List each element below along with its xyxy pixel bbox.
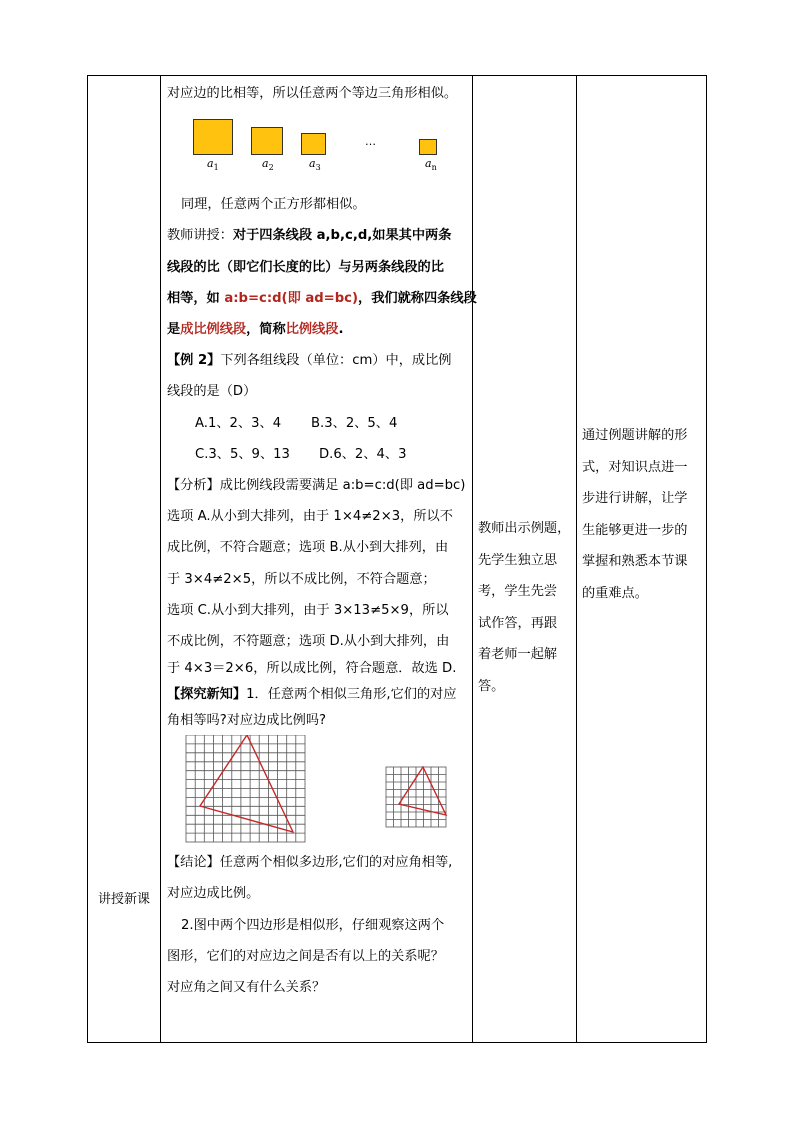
example-line-2: 线段的是（D） [167, 384, 257, 400]
activity-line-2: 先学生独立思 [478, 552, 558, 568]
large-triangle [200, 735, 293, 832]
question2-line-3: 对应角之间又有什么关系？ [167, 980, 326, 996]
question2-line-2: 图形，它们的对应边之间是否有以上的关系呢？ [167, 948, 444, 964]
row-label: 讲授新课 [97, 892, 150, 907]
teacher-line-1: 教师讲授：对于四条线段 a,b,c,d,如果其中两条 [167, 228, 452, 244]
analysis-line-4: 于 3×4≠2×5，所以不成比例，不符合题意； [167, 571, 436, 587]
content-line-1: 对应边的比相等，所以任意两个等边三角形相似。 [167, 86, 458, 101]
label-an: $a_n$ [425, 157, 437, 173]
triangle-grids-figure [167, 733, 467, 845]
example-line-1: 【例 2】下列各组线段（单位：cm）中，成比例 [167, 353, 452, 369]
conclusion-line-2: 对应边成比例。 [167, 886, 260, 902]
activity-line-1: 教师出示例题， [478, 521, 571, 536]
square-a1 [193, 119, 233, 155]
explore-line-2: 角相等吗?对应边成比例吗? [167, 713, 327, 729]
explore-line-1: 【探究新知】1．任意两个相似三角形,它们的对应 [167, 687, 457, 703]
conclusion-line-1: 【结论】任意两个相似多边形,它们的对应角相等, [167, 855, 453, 871]
intent-line-4: 生能够更进一步的 [582, 522, 688, 538]
large-grid [186, 735, 305, 842]
activity-line-3: 考，学生先尝 [478, 584, 558, 599]
teaching-content-cell [167, 78, 477, 1003]
activity-line-6: 答。 [478, 678, 505, 694]
intent-line-2: 式，对知识点进一 [582, 459, 688, 475]
design-intent-cell [582, 420, 702, 609]
column-divider-2 [472, 75, 473, 1043]
intent-line-6: 的重难点。 [582, 585, 648, 601]
activity-line-5: 着老师一起解 [478, 647, 558, 662]
label-a3: $a_3$ [309, 157, 321, 173]
square-a3 [301, 133, 326, 155]
triangle-grids-svg [167, 735, 467, 853]
label-a1: $a_1$ [207, 157, 219, 173]
question2-line-1: 2.图中两个四边形是相似形，仔细观察这两个 [181, 917, 445, 933]
intent-line-1: 通过例题讲解的形 [582, 428, 688, 443]
column-divider-1 [160, 75, 161, 1043]
options-row-2: C.3、5、9、13 D.6、2、4、3 [195, 446, 407, 462]
square-a2 [251, 127, 283, 155]
intent-line-3: 步进行讲解，让学 [582, 491, 688, 506]
teacher-line-4: 是成比例线段，简称比例线段. [167, 322, 344, 338]
label-a2: $a_2$ [262, 157, 274, 173]
teacher-line-3: 相等，如 a:b=c:d(即 ad=bc)，我们就称四条线段 [167, 290, 477, 306]
square-an [419, 139, 437, 155]
squares-figure [167, 109, 467, 189]
teacher-activity-cell [478, 513, 572, 702]
column-divider-3 [576, 75, 577, 1043]
analysis-line-1: 【分析】成比例线段需要满足 a:b=c:d(即 ad=bc) [167, 478, 466, 494]
analysis-line-6: 不成比例，不符题意；选项 D.从小到大排列，由 [167, 634, 450, 650]
intent-line-5: 掌握和熟悉本节课 [582, 554, 688, 569]
analysis-line-3: 成比例，不符合题意；选项 B.从小到大排列，由 [167, 540, 449, 556]
teacher-line-2: 线段的比（即它们长度的比）与另两条线段的比 [167, 259, 444, 275]
content-line-2: 同理，任意两个正方形都相似。 [181, 197, 366, 213]
ellipsis: … [365, 135, 376, 149]
activity-line-4: 试作答，再跟 [478, 615, 558, 631]
options-row-1: A.1、2、3、4 B.3、2、5、4 [195, 415, 398, 431]
analysis-line-2: 选项 A.从小到大排列，由于 1×4≠2×3，所以不 [167, 509, 453, 525]
analysis-line-7: 于 4×3＝2×6，所以成比例，符合题意．故选 D. [167, 661, 457, 677]
analysis-line-5: 选项 C.从小到大排列，由于 3×13≠5×9，所以 [167, 602, 449, 618]
